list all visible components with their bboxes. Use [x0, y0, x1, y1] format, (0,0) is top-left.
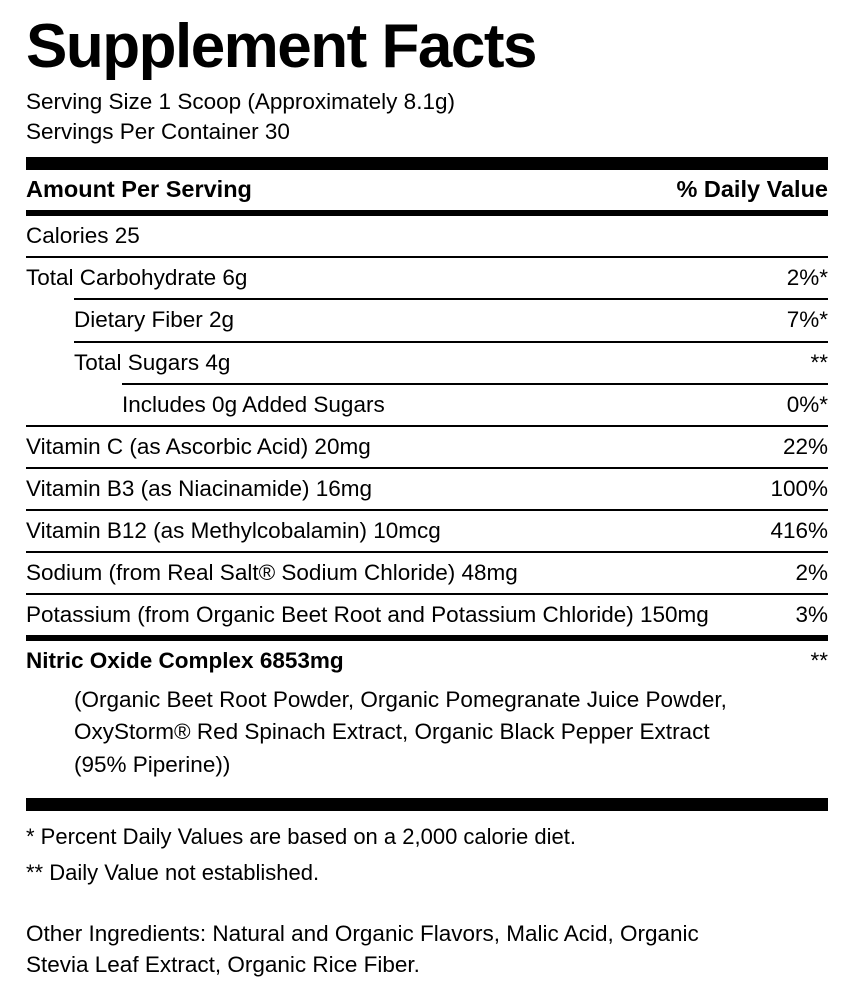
blend-row [26, 641, 828, 681]
footnotes [26, 811, 828, 891]
blend-description [26, 682, 828, 790]
nutrient-value: 416% [770, 518, 828, 544]
table-row [26, 595, 828, 635]
table-row [26, 258, 828, 298]
nutrient-value: ** [810, 349, 828, 375]
blend-amount: 6853mg [259, 648, 344, 674]
table-row [26, 216, 828, 256]
nutrient-value: 0%* [786, 391, 828, 417]
table-row [26, 511, 828, 551]
blend-description-line: (95% Piperine)) [74, 751, 231, 777]
table-row [26, 427, 828, 467]
panel-title: Supplement Facts [26, 12, 536, 81]
table-row [26, 343, 828, 383]
blend-label [26, 647, 344, 675]
nutrient-label: Vitamin C (as Ascorbic Acid) 20mg [26, 433, 371, 459]
nutrient-label: Dietary Fiber 2g [74, 307, 235, 333]
divider-thick-bottom [26, 798, 828, 811]
nutrient-label: Sodium (from Real Salt® Sodium Chloride) 48mg [26, 560, 518, 586]
other-ingredients-line: Other Ingredients: Natural and Organic Flavors, Malic Acid, Organic [26, 921, 699, 947]
table-header-row [26, 170, 828, 210]
table-row [26, 300, 828, 340]
blend-name: Nitric Oxide Complex [26, 648, 254, 674]
table-row [26, 385, 828, 425]
daily-value-label: % Daily Value [676, 175, 828, 202]
nutrient-label: Vitamin B3 (as Niacinamide) 16mg [26, 475, 372, 501]
nutrient-value: 2%* [786, 265, 828, 291]
table-row [26, 469, 828, 509]
blend-value: ** [810, 648, 828, 674]
nutrient-label: Calories 25 [26, 223, 140, 249]
nutrient-label: Total Carbohydrate 6g [26, 265, 248, 291]
nutrient-value: 2% [795, 560, 828, 586]
table-row [26, 553, 828, 593]
other-ingredients [0, 899, 854, 990]
nutrient-label: Includes 0g Added Sugars [122, 391, 385, 417]
other-ingredients-line: Stevia Leaf Extract, Organic Rice Fiber. [26, 951, 420, 977]
nutrient-label: Total Sugars 4g [74, 349, 231, 375]
nutrient-label: Vitamin B12 (as Methylcobalamin) 10mcg [26, 518, 441, 544]
nutrient-value: 100% [770, 475, 828, 501]
divider-thick-top [26, 157, 828, 170]
nutrient-value: 22% [782, 433, 828, 459]
nutrient-value: 7%* [786, 307, 828, 333]
nutrient-value: 3% [795, 602, 828, 628]
footnote-daily-value: * Percent Daily Values are based on a 2,000 calorie diet. [26, 824, 576, 850]
servings-per-container: Servings Per Container 30 [26, 119, 290, 145]
nutrient-label: Potassium (from Organic Beet Root and Potassium Chloride) 150mg [26, 602, 709, 628]
serving-size: Serving Size 1 Scoop (Approximately 8.1g) [26, 89, 455, 115]
blend-description-line: OxyStorm® Red Spinach Extract, Organic Black Pepper Extract [74, 719, 710, 745]
amount-per-serving-label: Amount Per Serving [26, 175, 252, 202]
blend-description-line: (Organic Beet Root Powder, Organic Pomegranate Juice Powder, [74, 686, 727, 712]
footnote-not-established: ** Daily Value not established. [26, 860, 320, 886]
